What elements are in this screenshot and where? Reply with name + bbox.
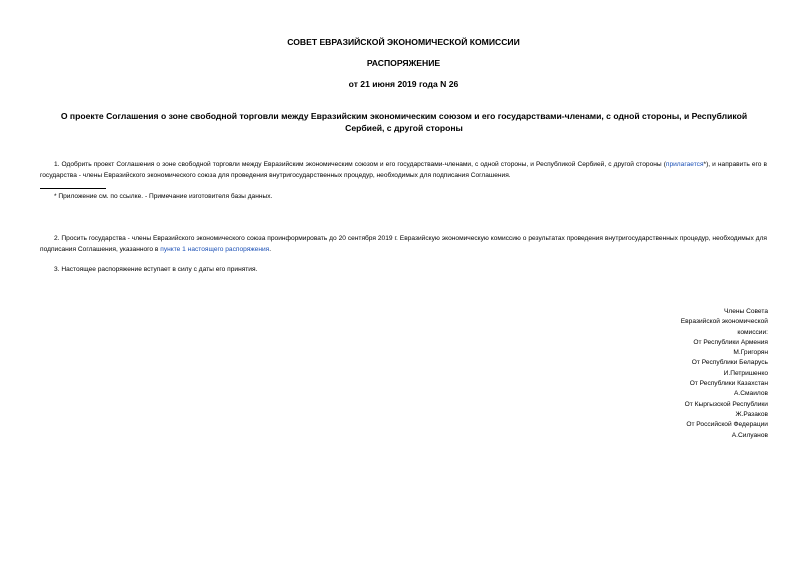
paragraph-1-text-start: 1. Одобрить проект Соглашения о зоне свободной торговли между Евразийским экономическим союзом и его государствами-членами, с одной стороны, и Республикой Сербией, с другой стороны ( xyxy=(54,161,666,168)
paragraph-2-text-end: . xyxy=(269,245,272,253)
signature-line: Евразийской экономической xyxy=(680,318,768,326)
document-title: О проекте Соглашения о зоне свободной торговли между Евразийским экономическим союзом и его государствами-членами, с одной стороны, и Республикой Сербией, с другой стороны xyxy=(60,111,748,133)
footnote: * Приложение см. по ссылке. - Примечание изготовителя базы данных. xyxy=(54,193,273,200)
signature-line: Ж.Разаков xyxy=(735,410,768,418)
signature-line: От Республики Армения xyxy=(693,338,768,346)
paragraph-3: 3. Настоящее распоряжение вступает в силу с даты его принятия. xyxy=(54,266,258,273)
signature-line: От Кыргызской Республики xyxy=(684,400,768,408)
paragraph-1 xyxy=(40,160,767,181)
signature-line: А.Силуанов xyxy=(731,431,768,439)
signature-line: М.Григорян xyxy=(733,349,768,357)
appendix-link[interactable]: прилагается xyxy=(665,161,704,168)
signature-line: А.Смаилов xyxy=(734,390,768,398)
signature-line: комиссии: xyxy=(737,328,768,336)
signature-line: От Республики Казахстан xyxy=(689,380,768,388)
paragraph-2-text-start: 2. Просить государства - члены Евразийского экономического союза проинформировать до 20 сентября 2019 г. Евразийскую экономическую комиссию о результатах проведения внутригосударственных процедур, необходимых для подписания Соглашения, указанного в xyxy=(40,235,767,253)
signature-line: И.Петришенко xyxy=(723,369,768,377)
paragraph-2 xyxy=(40,234,767,255)
signature-line: Члены Совета xyxy=(723,308,768,315)
signature-line: От Республики Беларусь xyxy=(691,359,768,367)
document-date-number: от 21 июня 2019 года N 26 xyxy=(348,79,459,89)
point-1-link[interactable]: пункте 1 настоящего распоряжения xyxy=(160,245,270,253)
document-type-heading: РАСПОРЯЖЕНИЕ xyxy=(366,58,441,68)
paragraph-1-text-end: *), и направить его в государства - члены Евразийского экономического союза для проведения внутригосударственных процедур, необходимых для подписания Соглашения. xyxy=(40,161,767,179)
organization-heading: СОВЕТ ЕВРАЗИЙСКОЙ ЭКОНОМИЧЕСКОЙ КОМИССИИ xyxy=(287,37,520,47)
signature-line: От Российской Федерации xyxy=(686,421,768,429)
footnote-divider xyxy=(40,188,106,189)
signature-block xyxy=(681,307,768,441)
